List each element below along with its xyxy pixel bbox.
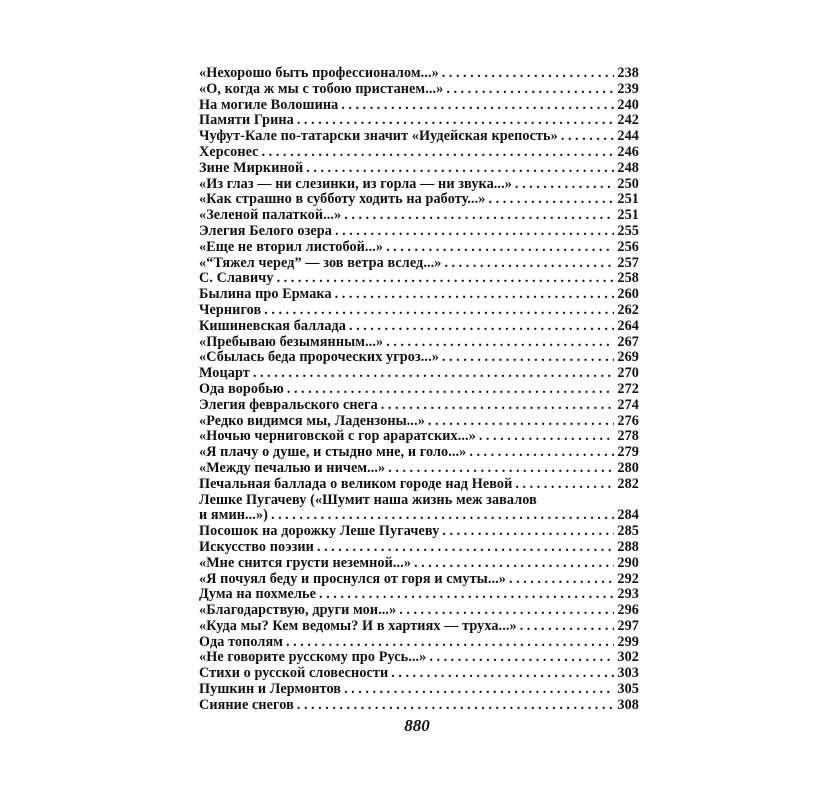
toc-leader-dots <box>287 382 614 398</box>
toc-entry-page: 279 <box>617 444 639 461</box>
toc-entry-page: 299 <box>617 633 639 650</box>
toc-entry-page: 303 <box>617 665 639 682</box>
toc-entry-page: 285 <box>617 523 639 540</box>
toc-entry-title: Моцарт <box>199 365 250 382</box>
toc-entry-title: Чернигов <box>199 301 262 318</box>
toc-leader-dots <box>428 414 614 430</box>
toc-entry-title: «О, когда ж мы с тобою пристанем...» <box>199 80 444 97</box>
toc-leader-dots <box>515 477 614 493</box>
toc-entry-page: 284 <box>617 507 639 524</box>
toc-entry <box>199 382 639 398</box>
toc-leader-dots <box>286 635 614 651</box>
toc-entry-title: Посошок на дорожку Леше Пугачеву <box>199 523 440 540</box>
toc-entry <box>199 303 639 319</box>
toc-entry-title: «Из глаз — ни слезинки, из горла — ни звука...» <box>199 175 512 192</box>
toc-leader-dots <box>444 256 614 272</box>
toc-entry-page: 255 <box>617 222 639 239</box>
toc-entry <box>199 603 639 619</box>
toc-entry-page: 262 <box>617 301 639 318</box>
toc-leader-dots <box>253 366 614 382</box>
toc-entry-title: «Пребываю безымянным...» <box>199 333 384 350</box>
toc-leader-dots <box>271 508 614 524</box>
toc-entry <box>199 445 639 461</box>
toc-entry-title: Сияние снегов <box>199 696 294 713</box>
toc-leader-dots <box>297 113 614 129</box>
toc-entry <box>199 414 639 430</box>
toc-entry <box>199 524 639 540</box>
toc-entry-page: 272 <box>617 380 639 397</box>
toc-entry <box>199 177 639 193</box>
toc-leader-dots <box>414 556 614 572</box>
toc-entry <box>199 682 639 698</box>
toc-entry-page: 242 <box>617 112 639 129</box>
toc-entry <box>199 256 639 272</box>
toc-entry-title: Дума на похмелье <box>199 586 317 603</box>
toc-entry-page: 267 <box>617 333 639 350</box>
toc-entry <box>199 350 639 366</box>
toc-entry-title: «Зеленой палаткой...» <box>199 207 342 224</box>
toc-entry-title: Херсонес <box>199 143 259 160</box>
toc-entry-title: Искусство поэзии <box>199 538 314 555</box>
toc-leader-dots <box>344 682 614 698</box>
toc-entry-multiline-line1: Лешке Пугачеву («Шумит наша жизнь меж завалов <box>199 491 537 508</box>
toc-entry-page: 290 <box>617 554 639 571</box>
toc-entry-title: Кишиневская баллада <box>199 317 346 334</box>
toc-entry-page: 297 <box>617 617 639 634</box>
toc-entry-title: «Не говорите русскому про Русь...» <box>199 649 427 666</box>
toc-leader-dots <box>391 666 614 682</box>
toc-leader-dots <box>349 319 614 335</box>
toc-entry-title: Былина про Ермака <box>199 286 332 303</box>
table-of-contents <box>199 66 639 714</box>
toc-entry-title: Ода тополям <box>199 633 284 650</box>
toc-entry-title: «Нехорошо быть профессионалом...» <box>199 65 439 81</box>
toc-leader-dots <box>509 572 614 588</box>
toc-entry-title: «Куда мы? Кем ведомы? И в хартиях — труха...» <box>199 617 517 634</box>
toc-leader-dots <box>561 129 614 145</box>
toc-entry-title: «Еще не вторил листобой...» <box>199 238 384 255</box>
toc-leader-dots <box>388 461 614 477</box>
toc-leader-dots <box>442 66 614 82</box>
toc-entry-title: «“Тяжел черед” — зов ветра вслед...» <box>199 254 442 271</box>
toc-list-part-1 <box>199 66 639 493</box>
toc-entry-title: «Между печалью и ничем...» <box>199 459 386 476</box>
toc-entry-title: «Как страшно в субботу ходить на работу...» <box>199 191 486 208</box>
toc-leader-dots <box>335 224 614 240</box>
toc-entry-page: 244 <box>617 128 639 145</box>
toc-entry-page: 293 <box>617 586 639 603</box>
toc-entry <box>199 161 639 177</box>
toc-entry <box>199 587 639 603</box>
toc-leader-dots <box>386 240 614 256</box>
toc-leader-dots <box>442 350 614 366</box>
toc-leader-dots <box>264 303 614 319</box>
toc-entry-page: 258 <box>617 270 639 287</box>
page-number: 880 <box>404 716 430 735</box>
toc-leader-dots <box>306 161 614 177</box>
toc-entry-page: 256 <box>617 238 639 255</box>
toc-entry-page: 305 <box>617 681 639 698</box>
toc-entry-title: Ода воробью <box>199 380 284 397</box>
toc-entry <box>199 82 639 98</box>
toc-entry-page: 280 <box>617 459 639 476</box>
toc-leader-dots <box>341 98 614 114</box>
toc-entry-title: Элегия Белого озера <box>199 222 332 239</box>
toc-entry <box>199 319 639 335</box>
toc-leader-dots <box>446 82 614 98</box>
toc-entry-page: 239 <box>617 80 639 97</box>
toc-entry-multiline-line2 <box>199 508 639 524</box>
toc-entry <box>199 335 639 351</box>
toc-entry <box>199 572 639 588</box>
toc-entry-page: 282 <box>617 475 639 492</box>
toc-entry-page: 250 <box>617 175 639 192</box>
toc-entry <box>199 698 639 714</box>
toc-entry-page: 278 <box>617 428 639 445</box>
toc-entry <box>199 113 639 129</box>
toc-entry-title: Памяти Грина <box>199 112 294 129</box>
toc-entry <box>199 666 639 682</box>
toc-entry-page: 292 <box>617 570 639 587</box>
toc-entry-title: «Сбылась беда пророческих угроз...» <box>199 349 439 366</box>
toc-leader-dots <box>319 587 614 603</box>
toc-entry-page: 240 <box>617 96 639 113</box>
toc-entry <box>199 66 639 82</box>
toc-leader-dots <box>515 177 614 193</box>
toc-entry <box>199 98 639 114</box>
toc-entry-page: 260 <box>617 286 639 303</box>
toc-leader-dots <box>386 335 614 351</box>
toc-entry <box>199 366 639 382</box>
toc-entry <box>199 650 639 666</box>
toc-leader-dots <box>442 524 614 540</box>
toc-entry-title: Печальная баллада о великом городе над Невой <box>199 475 513 492</box>
toc-entry <box>199 540 639 556</box>
toc-leader-dots <box>489 192 615 208</box>
toc-entry <box>199 145 639 161</box>
toc-entry-title: На могиле Волошина <box>199 96 339 113</box>
toc-leader-dots <box>479 429 614 445</box>
toc-list-part-2 <box>199 524 639 714</box>
toc-entry-page: 264 <box>617 317 639 334</box>
toc-entry-title: и ямин...») <box>199 507 268 524</box>
toc-entry <box>199 429 639 445</box>
toc-entry-title: Пушкин и Лермонтов <box>199 681 342 698</box>
toc-entry-page: 251 <box>617 207 639 224</box>
toc-entry <box>199 556 639 572</box>
toc-entry-page: 288 <box>617 538 639 555</box>
toc-leader-dots <box>277 271 614 287</box>
toc-leader-dots <box>344 208 614 224</box>
toc-entry <box>199 477 639 493</box>
toc-entry-page: 238 <box>617 65 639 81</box>
toc-leader-dots <box>317 540 614 556</box>
toc-entry-page: 296 <box>617 602 639 619</box>
toc-leader-dots <box>399 603 614 619</box>
toc-entry-page: 251 <box>617 191 639 208</box>
toc-entry-page: 257 <box>617 254 639 271</box>
toc-entry <box>199 240 639 256</box>
toc-entry-title: Чуфут-Кале по-татарски значит «Иудейская крепость» <box>199 128 558 145</box>
toc-leader-dots <box>335 287 614 303</box>
toc-entry <box>199 271 639 287</box>
toc-entry-title: «Я плачу о душе, и стыдно мне, и голо...» <box>199 444 467 461</box>
toc-entry <box>199 208 639 224</box>
toc-entry-title: «Я почуял беду и проснулся от горя и смуты...» <box>199 570 506 587</box>
toc-entry <box>199 635 639 651</box>
toc-leader-dots <box>469 445 614 461</box>
toc-entry-page: 270 <box>617 365 639 382</box>
toc-entry-title: С. Славичу <box>199 270 274 287</box>
toc-entry <box>199 129 639 145</box>
toc-entry-title: Стихи о русской словесности <box>199 665 389 682</box>
toc-entry-title: «Мне снится грусти неземной...» <box>199 554 412 571</box>
toc-entry-title: «Ночью черниговской с гор араратских...» <box>199 428 476 445</box>
toc-entry-page: 269 <box>617 349 639 366</box>
toc-entry-title: «Редко видимся мы, Ладензоны...» <box>199 412 425 429</box>
toc-entry <box>199 287 639 303</box>
toc-entry <box>199 192 639 208</box>
toc-entry <box>199 398 639 414</box>
toc-leader-dots <box>429 650 614 666</box>
toc-entry-title: Элегия февральского снега <box>199 396 378 413</box>
toc-entry-page: 308 <box>617 696 639 713</box>
toc-leader-dots <box>262 145 614 161</box>
toc-entry-page: 302 <box>617 649 639 666</box>
toc-entry-page: 248 <box>617 159 639 176</box>
toc-entry <box>199 619 639 635</box>
toc-leader-dots <box>381 398 614 414</box>
toc-entry-page: 246 <box>617 143 639 160</box>
toc-entry <box>199 224 639 240</box>
toc-entry <box>199 461 639 477</box>
toc-entry-page: 274 <box>617 396 639 413</box>
toc-entry-title: «Благодарствую, други мои...» <box>199 602 397 619</box>
toc-entry-page: 276 <box>617 412 639 429</box>
toc-leader-dots <box>520 619 614 635</box>
toc-entry-title: Зине Миркиной <box>199 159 304 176</box>
toc-leader-dots <box>297 698 614 714</box>
